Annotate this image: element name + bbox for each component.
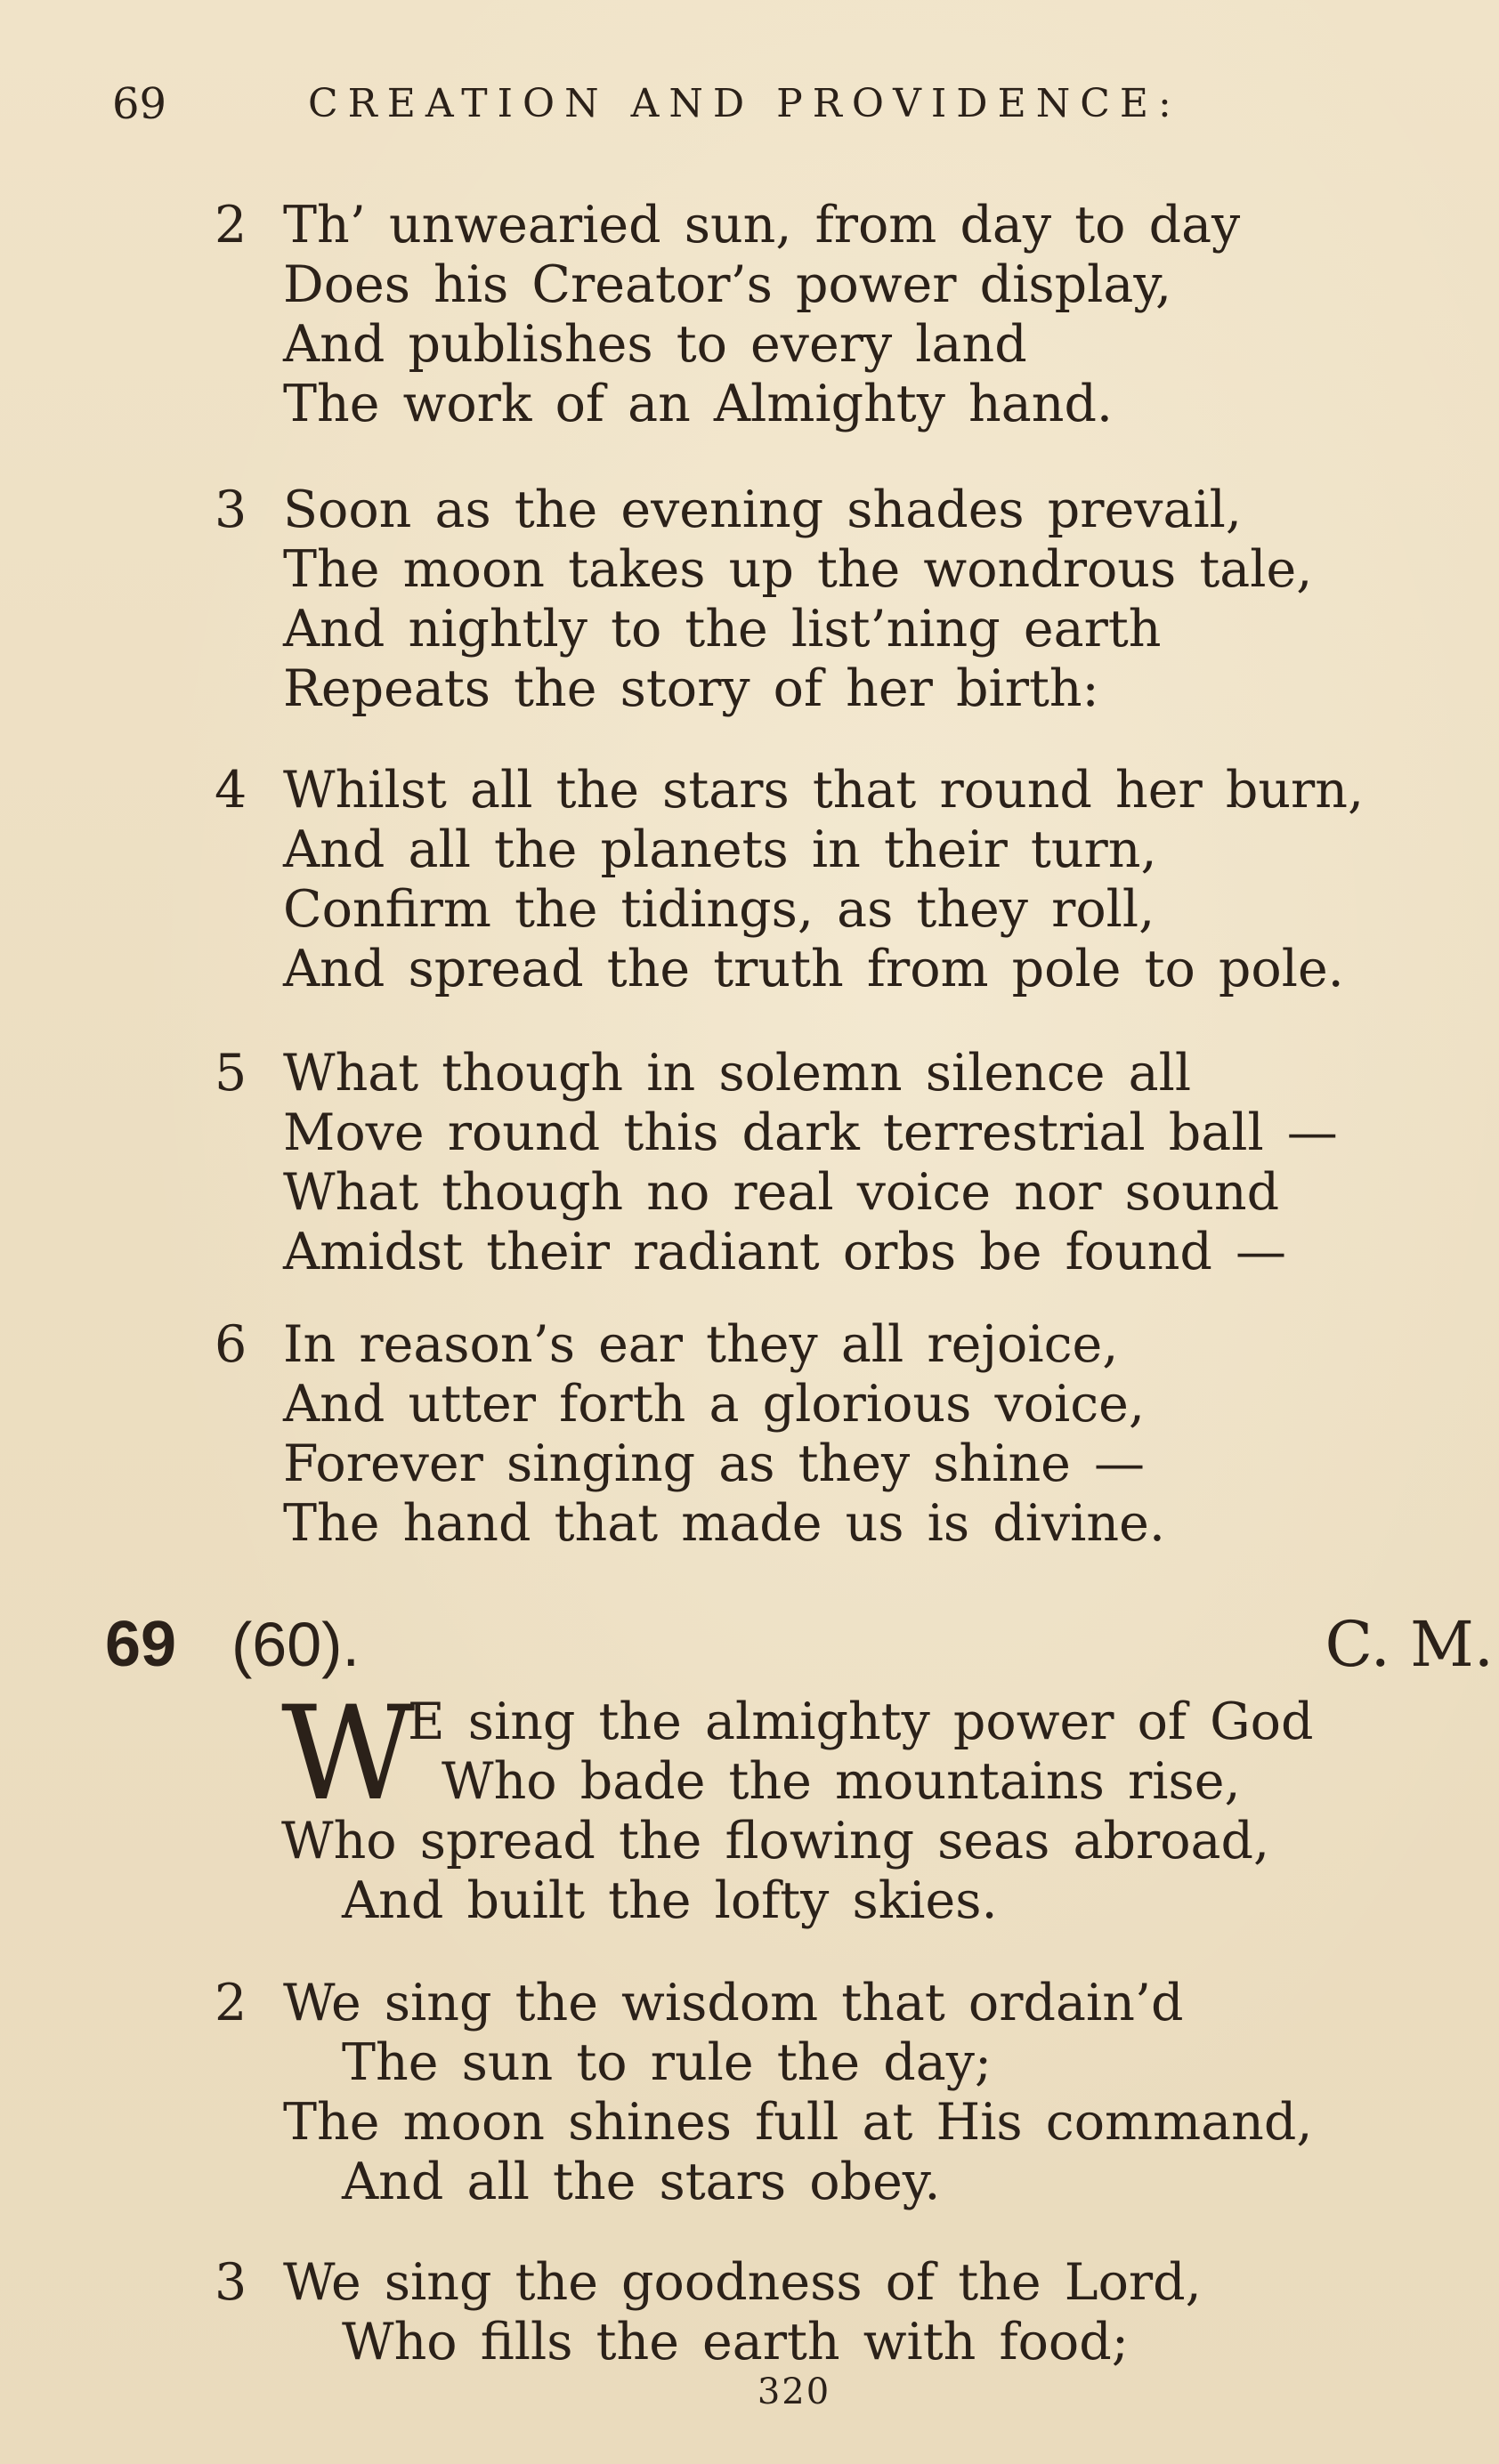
stanza-number: 2 [215, 1974, 247, 2032]
verse-line: Who spread the flowing seas abroad, [281, 1812, 1270, 1870]
stanza-number: 6 [215, 1315, 247, 1374]
stanza-number: 5 [215, 1044, 247, 1103]
drop-cap: W [281, 1678, 416, 1830]
verse-line: The moon shines full at His command, [283, 2093, 1313, 2152]
verse-line: Move round this dark terrestrial ball — [283, 1103, 1338, 1162]
footer-page-number: 320 [757, 2371, 831, 2412]
verse-line: And utter forth a glorious voice, [283, 1375, 1146, 1434]
verse-line: The work of an Almighty hand. [283, 375, 1114, 433]
hymn-original-number: (60). [231, 1610, 360, 1679]
verse-line: Forever singing as they shine — [283, 1434, 1146, 1493]
verse-line: Th’ unwearied sun, from day to day [283, 196, 1241, 254]
verse-line: And publishes to every land [283, 315, 1027, 374]
hymn-heading [105, 1609, 1494, 1680]
verse-line: Confirm the tidings, as they roll, [283, 880, 1155, 939]
verse-line: And all the planets in their turn, [283, 820, 1157, 879]
running-title: CREATION AND PROVIDENCE: [308, 81, 1181, 126]
verse-line: We sing the wisdom that ordain’d [283, 1974, 1184, 2032]
verse-line: And all the stars obey. [342, 2153, 941, 2211]
verse-line: Who fills the earth with food; [342, 2313, 1129, 2371]
verse-line: What though no real voice nor sound [283, 1163, 1280, 1222]
verse-line: And built the lofty skies. [342, 1871, 998, 1930]
verse-line: Amidst their radiant orbs be found — [283, 1223, 1287, 1281]
verse-line: Whilst all the stars that round her burn, [283, 761, 1365, 820]
verse-line: Does his Creator’s power display, [283, 255, 1172, 314]
verse-line: The hand that made us is divine. [283, 1494, 1165, 1553]
verse-line: What though in solemn silence all [283, 1044, 1192, 1103]
verse-line: In reason’s ear they all rejoice, [283, 1315, 1119, 1374]
stanza-number: 3 [215, 481, 247, 539]
verse-line: E sing the almighty power of God [408, 1692, 1314, 1751]
hymn-meter: C. M. [1325, 1608, 1494, 1681]
hymn-number: 69 [105, 1609, 177, 1680]
verse-line: Repeats the story of her birth: [283, 659, 1099, 718]
stanza-number: 3 [215, 2253, 247, 2312]
verse-line: The sun to rule the day; [342, 2033, 993, 2092]
verse-line: We sing the goodness of the Lord, [283, 2253, 1202, 2312]
verse-line: The moon takes up the wondrous tale, [283, 540, 1313, 599]
stanza-number: 4 [215, 761, 247, 820]
verse-line: Soon as the evening shades prevail, [283, 481, 1243, 539]
stanza-number: 2 [215, 196, 247, 254]
running-head [112, 73, 1358, 135]
verse-line: And spread the truth from pole to pole. [283, 940, 1344, 998]
header-page-number: 69 [112, 79, 167, 129]
verse-line: Who bade the mountains rise, [442, 1752, 1241, 1811]
verse-line: And nightly to the list’ning earth [283, 600, 1162, 658]
